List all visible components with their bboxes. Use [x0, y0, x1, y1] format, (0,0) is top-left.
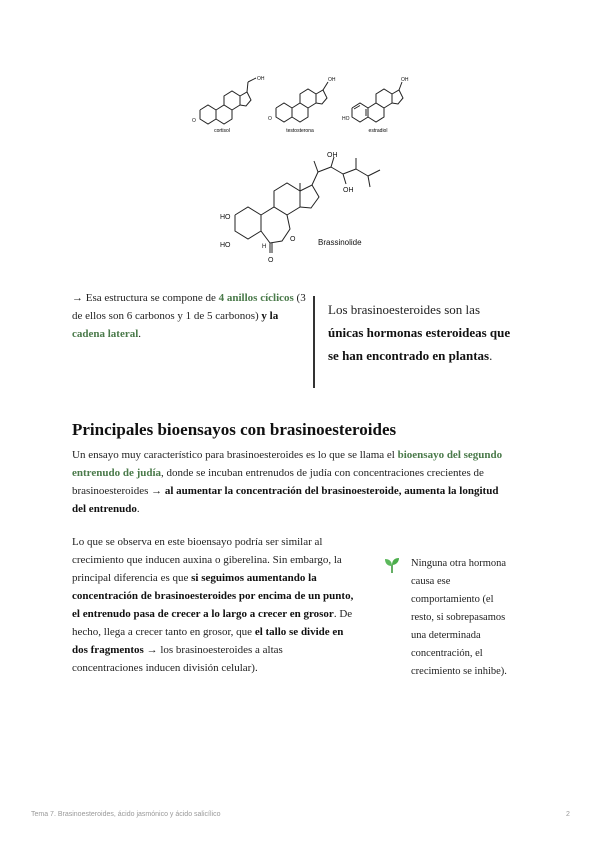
seedling-icon [384, 556, 400, 574]
highlight-side-chain: cadena lateral [72, 328, 139, 340]
callout-text: Ninguna otra hormona causa ese comportamiento (el resto, si sobrepasamos una determinada concentración, el crecimiento se inhibe). [411, 558, 507, 677]
svg-text:OH: OH [257, 76, 265, 82]
ho-atom-2: HO [220, 242, 231, 249]
arrow-glyph: → [72, 292, 83, 304]
quote-bold: únicas hormonas esteroideas que se han encontrado en plantas [328, 325, 511, 363]
oh-atom-2: OH [343, 187, 354, 194]
estradiol-structure [342, 77, 409, 122]
svg-text:O: O [192, 118, 196, 124]
paragraph-bioassay [72, 446, 512, 518]
o-atom-ring: O [290, 236, 296, 243]
highlight-rings: 4 anillos cíclicos [218, 292, 294, 304]
para-bold: el tallo se divide en dos fragmentos [72, 626, 344, 656]
note-text: (3 de ellos son 6 carbonos y 1 de 5 carbonos) [72, 292, 306, 322]
testosterone-label: testosterona [286, 128, 314, 134]
para-bold: si seguimos aumentando la concentración de brasinoesteroides por encima de un punto, el entrenudo pasa de crecer a lo largo a crecer en grosor [72, 572, 354, 620]
note-bold: y la [261, 310, 279, 322]
quote-bar [313, 296, 315, 388]
highlight-bioassay: bioensayo del segundo entrenudo de judía [72, 449, 503, 479]
quote-block [328, 298, 518, 367]
svg-text:OH: OH [401, 77, 409, 83]
page-number: 2 [566, 811, 570, 818]
quote-text: Los brasinoesteroides son las [328, 302, 481, 317]
structure-note [72, 289, 308, 343]
ho-atom-1: HO [220, 214, 231, 221]
svg-text:HO: HO [342, 116, 350, 122]
steroid-structures-figure [190, 68, 410, 138]
para-end: . [136, 503, 140, 515]
para-text: Un ensayo muy característico para brasinoesteroides es lo que se llama el [72, 449, 395, 461]
para-text: . De hecho, llega a crecer tanto en grosor, que [72, 608, 353, 638]
brassinolide-label: Brassinolide [318, 238, 362, 247]
para-text: → los brasinoesteroides a altas concentraciones inducen división celular). [72, 644, 283, 674]
para-bold: al aumentar la concentración del brasinoesteroide, aumenta la longitud del entrenudo [72, 485, 499, 515]
estradiol-label: estradiol [368, 128, 388, 134]
note-text: Esa estructura se compone de [85, 292, 216, 304]
h-atom: H [262, 244, 267, 250]
testosterone-structure [268, 77, 336, 122]
o-atom-carbonyl: O [268, 257, 274, 264]
brassinolide-structure-figure [210, 145, 410, 270]
oh-atom-1: OH [327, 152, 338, 159]
para-text: Lo que se observa en este bioensayo podría ser similar al crecimiento que inducen auxina o giberelina. Sin embargo, la principal diferencia es que [72, 536, 342, 584]
cortisol-structure [192, 76, 265, 124]
svg-text:O: O [268, 116, 272, 122]
para-text: , donde se incuban entrenudos de judía con concentraciones crecientes de brasinoesteroides → [72, 467, 484, 497]
quote-end: . [489, 348, 493, 363]
note-end: . [138, 328, 142, 340]
section-heading: Principales bioensayos con brasinoesteroides [72, 420, 397, 439]
paragraph-difference [72, 533, 356, 677]
svg-text:OH: OH [328, 77, 336, 83]
footer-text: Tema 7. Brasinoesteroides, ácido jasmónico y ácido salicílico [31, 811, 221, 818]
cortisol-label: cortisol [214, 128, 230, 134]
